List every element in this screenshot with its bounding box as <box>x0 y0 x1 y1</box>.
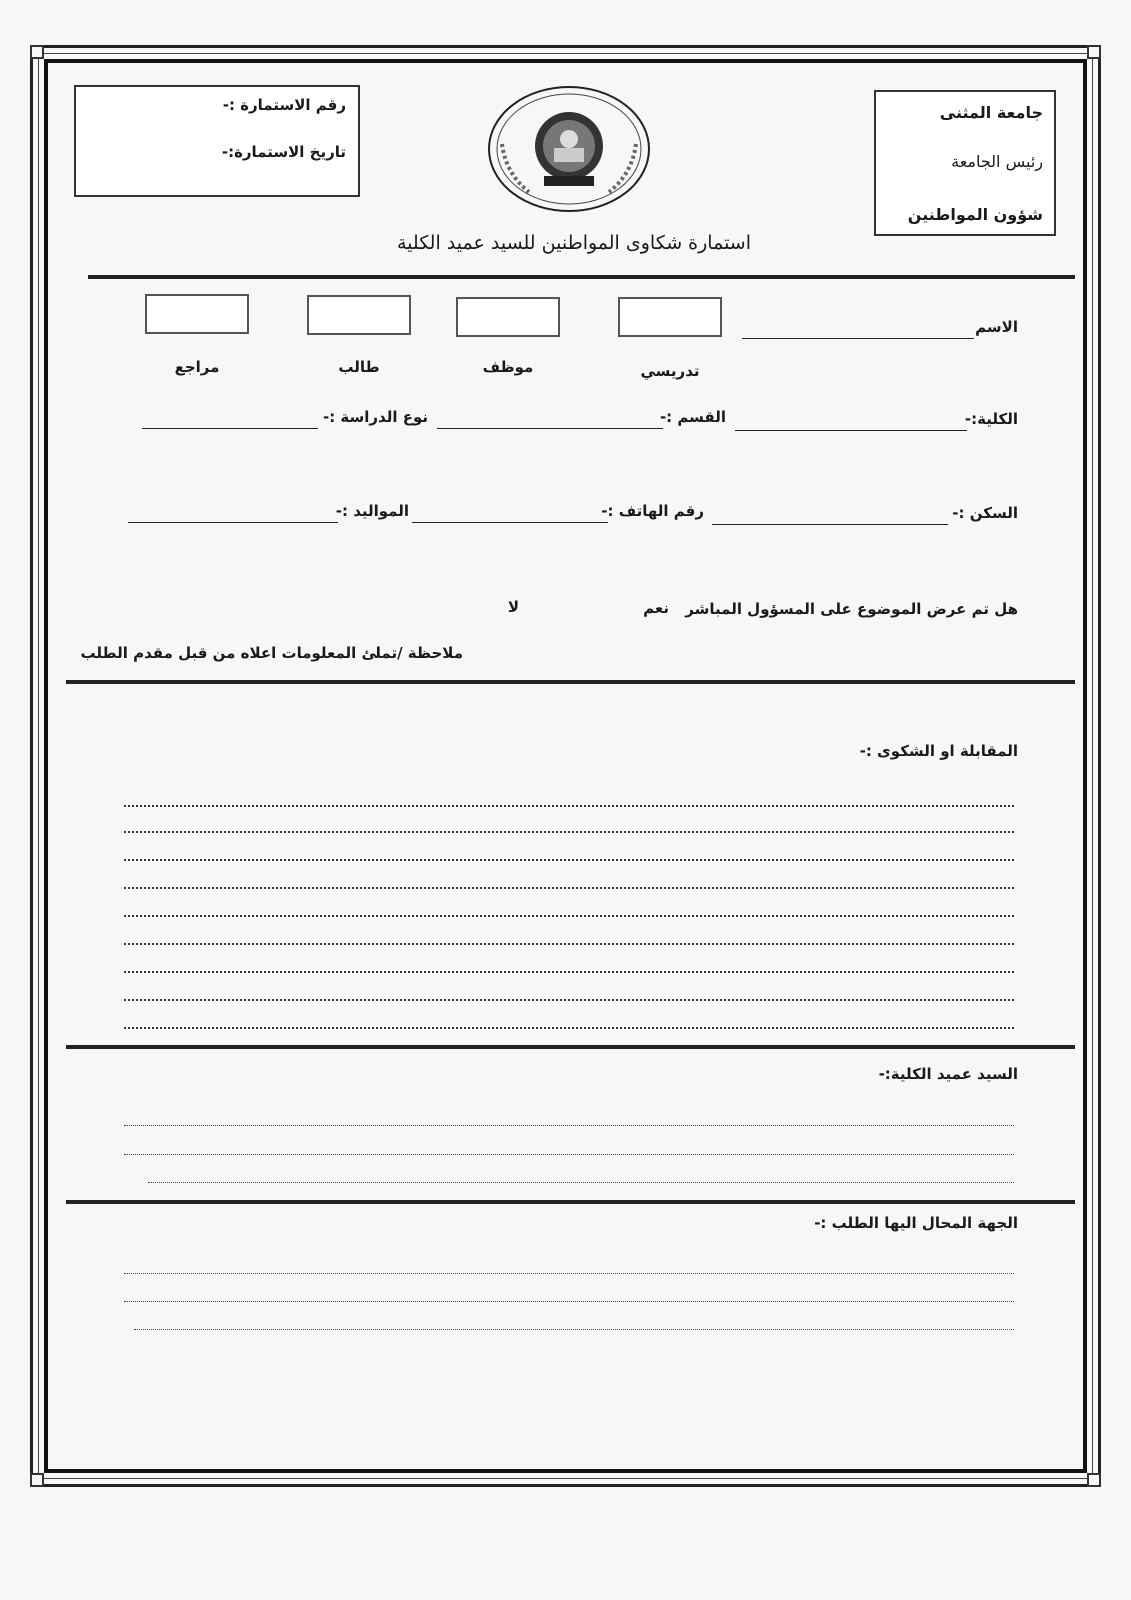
dean-divider <box>66 1200 1075 1204</box>
form-date-label: تاريخ الاستمارة:- <box>221 143 346 161</box>
category-label-student: طالب <box>338 358 380 376</box>
page-frame-inner <box>44 59 1087 1473</box>
complaint-line-6[interactable] <box>124 942 1014 945</box>
department-field[interactable] <box>437 412 663 429</box>
complaint-divider <box>66 1045 1075 1049</box>
birth-label: المواليد :- <box>335 502 409 520</box>
complaint-line-1[interactable] <box>124 804 1014 807</box>
phone-label: رقم الهاتف :- <box>601 502 704 520</box>
category-box-teaching[interactable] <box>618 297 722 337</box>
complaint-line-8[interactable] <box>124 998 1014 1001</box>
complaint-label: المقابلة او الشكوى :- <box>859 742 1018 760</box>
frame-corner-top-left <box>30 45 44 59</box>
university-name: جامعة المثنى <box>939 103 1043 122</box>
complaint-line-5[interactable] <box>124 914 1014 917</box>
frame-corner-bottom-left <box>30 1473 44 1487</box>
president-label: رئيس الجامعة <box>951 152 1043 171</box>
direct-manager-question: هل تم عرض الموضوع على المسؤول المباشر <box>685 600 1018 618</box>
form-number-label: رقم الاستمارة :- <box>222 96 346 114</box>
category-label-visitor: مراجع <box>174 358 220 376</box>
applicant-divider <box>66 680 1075 684</box>
referral-line-3[interactable] <box>134 1328 1014 1330</box>
applicant-note: ملاحظة /تملئ المعلومات اعلاه من قبل مقدم الطلب <box>80 644 463 662</box>
category-label-employee: موظف <box>482 358 534 376</box>
complaint-line-9[interactable] <box>124 1026 1014 1029</box>
study-type-field[interactable] <box>142 412 318 429</box>
college-label: الكلية:- <box>964 410 1018 428</box>
header-divider <box>88 275 1075 279</box>
form-title: استمارة شكاوى المواطنين للسيد عميد الكلية <box>396 232 751 254</box>
category-box-student[interactable] <box>307 295 411 335</box>
college-field[interactable] <box>735 414 967 431</box>
name-label: الاسم <box>975 318 1018 336</box>
residence-field[interactable] <box>712 508 948 525</box>
no-option[interactable]: لا <box>507 598 519 616</box>
referral-line-2[interactable] <box>124 1300 1014 1302</box>
department-label: القسم :- <box>659 408 726 426</box>
study-type-label: نوع الدراسة :- <box>322 408 428 426</box>
referral-label: الجهة المحال اليها الطلب :- <box>814 1214 1018 1232</box>
citizens-affairs-label: شؤون المواطنين <box>907 205 1043 224</box>
category-label-teaching: تدريسي <box>640 362 700 380</box>
category-box-visitor[interactable] <box>145 294 249 334</box>
category-box-employee[interactable] <box>456 297 560 337</box>
university-seal-icon <box>484 84 654 214</box>
complaint-line-2[interactable] <box>124 830 1014 833</box>
phone-field[interactable] <box>412 506 608 523</box>
complaint-line-7[interactable] <box>124 970 1014 973</box>
dean-line-2[interactable] <box>124 1153 1014 1155</box>
dean-line-1[interactable] <box>124 1124 1014 1126</box>
dean-label: السيد عميد الكلية:- <box>878 1065 1018 1083</box>
residence-label: السكن :- <box>952 504 1018 522</box>
birth-field[interactable] <box>128 506 338 523</box>
complaint-line-3[interactable] <box>124 858 1014 861</box>
frame-corner-top-right <box>1087 45 1101 59</box>
dean-line-3[interactable] <box>148 1181 1014 1183</box>
yes-option[interactable]: نعم <box>643 599 669 617</box>
name-field[interactable] <box>742 322 974 339</box>
complaint-line-4[interactable] <box>124 886 1014 889</box>
frame-corner-bottom-right <box>1087 1473 1101 1487</box>
referral-line-1[interactable] <box>124 1272 1014 1274</box>
